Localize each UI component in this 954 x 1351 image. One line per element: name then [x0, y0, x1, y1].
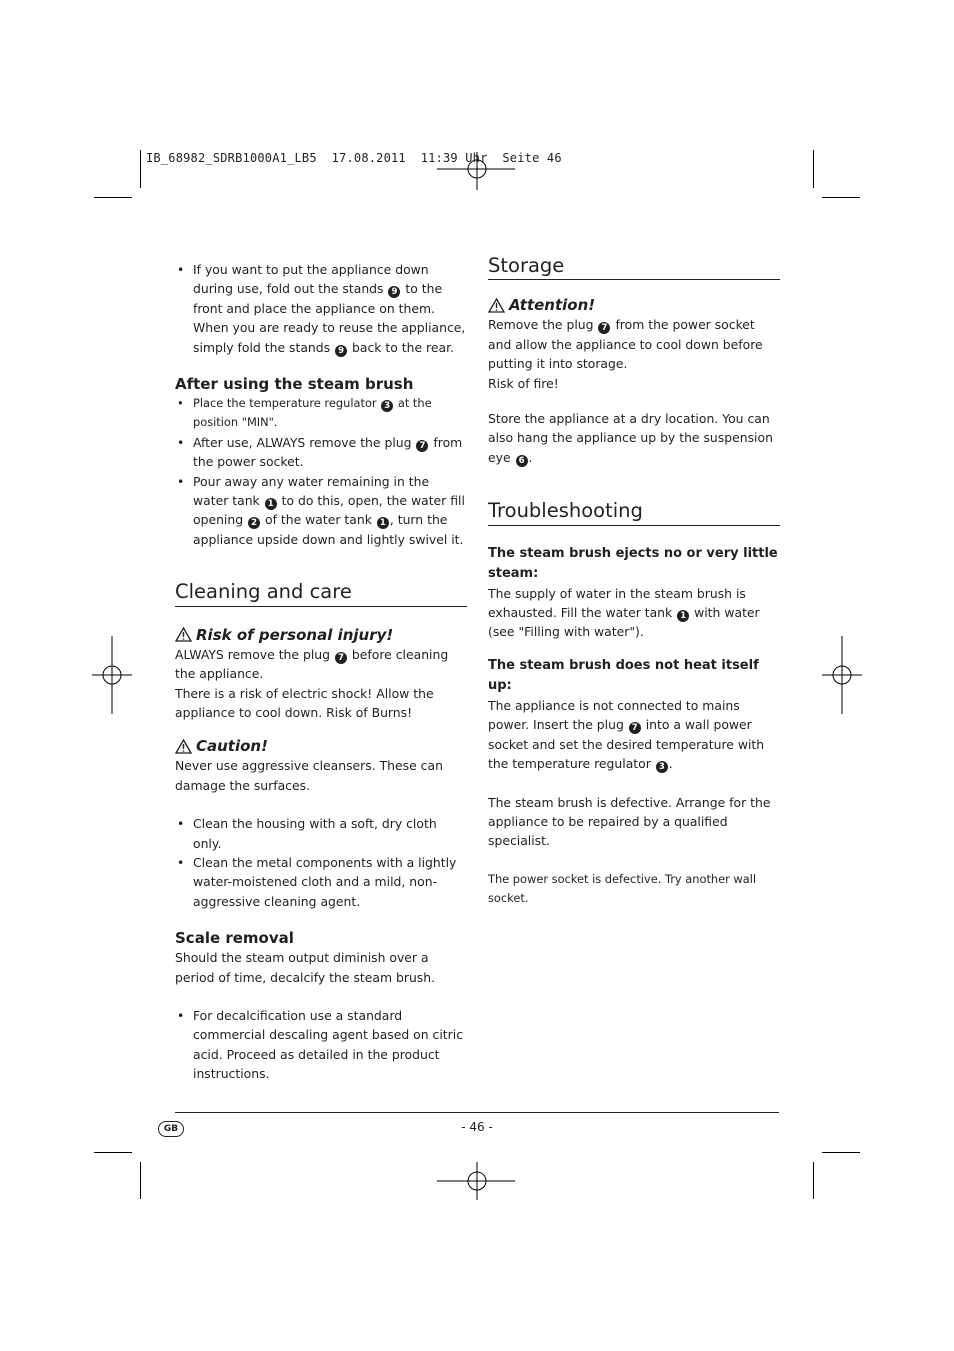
- left-column: [175, 260, 467, 1084]
- warning-triangle-icon: [175, 627, 192, 642]
- list-item: • If you want to put the appliance down during use, fold out the stands 9 to the front and place the appliance on them. When you are ready to reuse the appliance, simply fold the stands 9 back to the rear.: [175, 260, 467, 357]
- paragraph: ALWAYS remove the plug 7 before cleaning the appliance. There is a risk of electric shock! Allow the appliance to cool down. Risk of Burns!: [175, 646, 449, 720]
- issue-heading: The steam brush does not heat itself up:: [488, 657, 759, 693]
- number-badge: 1: [677, 610, 689, 622]
- number-badge: 7: [335, 652, 347, 664]
- section-title: Cleaning and care: [175, 582, 467, 606]
- number-badge: 6: [516, 455, 528, 467]
- list-item: • Place the temperature regulator 3 at the position "MIN".: [175, 394, 467, 433]
- section-heading: Scale removal: [175, 929, 294, 948]
- list-item: • For decalcification use a standard commercial descaling agent based on citric acid. Proceed as detailed in the product instructions.: [175, 1006, 467, 1084]
- list-item: • Pour away any water remaining in the water tank 1 to do this, open, the water fill opening 2 of the water tank 1 , turn the appliance upside down and lightly swivel it.: [175, 472, 467, 550]
- warning-heading: Attention!: [488, 295, 780, 315]
- number-badge: 9: [335, 345, 347, 357]
- number-badge: 7: [629, 722, 641, 734]
- number-badge: 3: [656, 761, 668, 773]
- paragraph: Never use aggressive cleansers. These can damage the surfaces.: [175, 758, 443, 793]
- page-number: - 46 -: [461, 1120, 493, 1134]
- number-badge: 7: [598, 322, 610, 334]
- registration-mark-icon: [437, 1162, 517, 1202]
- number-badge: 2: [248, 517, 260, 529]
- paragraph: The appliance is not connected to mains power. Insert the plug 7 into a wall power socket and set the desired temperature with the temperature regulator 3 .: [488, 697, 765, 773]
- section-heading: After using the steam brush: [175, 375, 414, 394]
- registration-mark-icon: [92, 636, 132, 714]
- list-item: • Clean the metal components with a lightly water-moistened cloth and a mild, non-aggressive cleaning agent.: [175, 853, 467, 911]
- paragraph: The power socket is defective. Try another wall socket.: [488, 871, 757, 906]
- registration-mark-icon: [822, 636, 862, 714]
- section-title: Storage: [488, 256, 780, 280]
- list-item: • Clean the housing with a soft, dry cloth only.: [175, 814, 467, 853]
- number-badge: 7: [416, 440, 428, 452]
- print-header: IB_68982_SDRB1000A1_LB5 17.08.2011 11:39 Uhr Seite 46: [146, 151, 562, 165]
- list-item: • After use, ALWAYS remove the plug 7 from the power socket.: [175, 433, 467, 472]
- warning-triangle-icon: [175, 739, 192, 754]
- number-badge: 3: [381, 400, 393, 412]
- section-title: Troubleshooting: [488, 501, 780, 525]
- paragraph: Should the steam output diminish over a period of time, decalcify the steam brush.: [175, 950, 436, 985]
- number-badge: 9: [388, 286, 400, 298]
- warning-triangle-icon: [488, 298, 505, 313]
- footer-rule: [175, 1112, 779, 1113]
- paragraph: The steam brush is defective. Arrange for the appliance to be repaired by a qualified specialist.: [488, 794, 771, 849]
- language-badge: GB: [158, 1121, 184, 1137]
- right-column: [488, 256, 780, 909]
- paragraph: The supply of water in the steam brush is exhausted. Fill the water tank 1 with water (see "Filling with water").: [488, 585, 760, 640]
- number-badge: 1: [265, 498, 277, 510]
- registration-mark-icon: [437, 152, 517, 192]
- paragraph: Store the appliance at a dry location. You can also hang the appliance up by the suspension eye 6 .: [488, 411, 773, 466]
- warning-heading: Risk of personal injury!: [175, 625, 467, 645]
- paragraph: Remove the plug 7 from the power socket and allow the appliance to cool down before putting it into storage. Risk of fire!: [488, 317, 763, 391]
- number-badge: 1: [377, 517, 389, 529]
- issue-heading: The steam brush ejects no or very little steam:: [488, 545, 778, 581]
- warning-heading: Caution!: [175, 736, 467, 756]
